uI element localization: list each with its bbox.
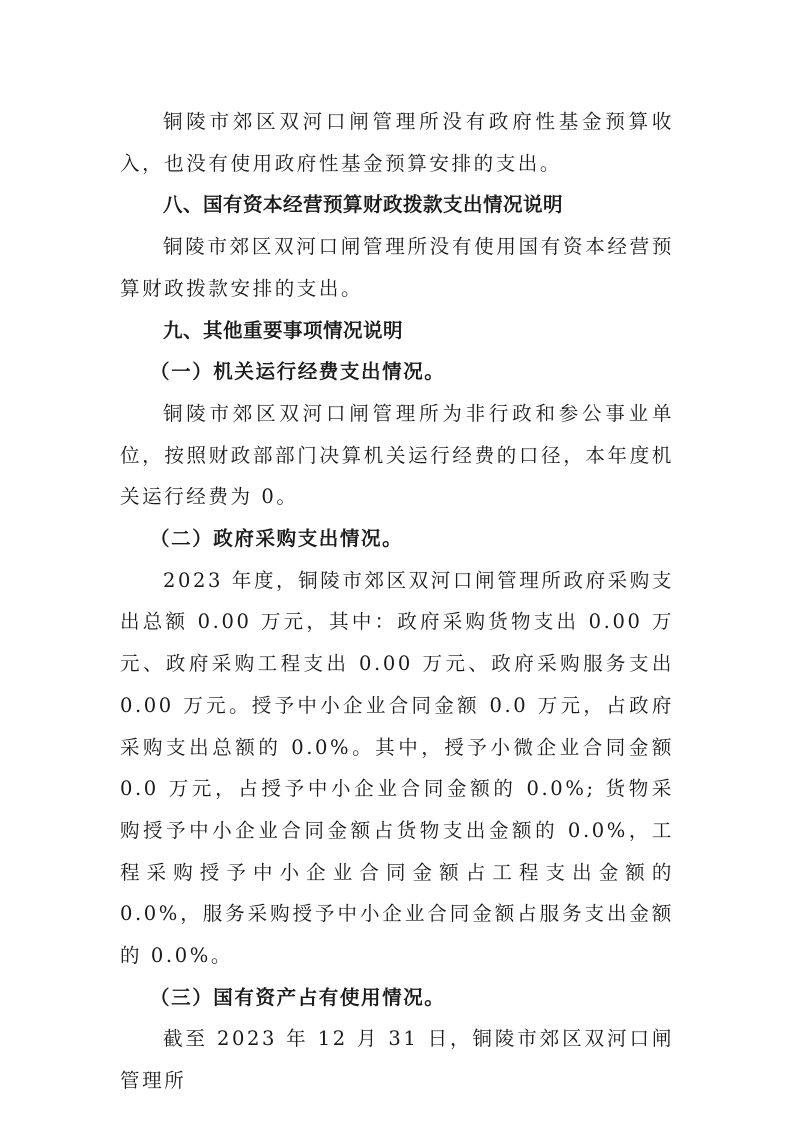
paragraph-operating-expenses: 铜陵市郊区双河口闸管理所为非行政和参公事业单位，按照财政部部门决算机关运行经费的口径，本年度机关运行经费为 0。	[120, 401, 674, 509]
subheading-state-assets: （三）国有资产占有使用情况。	[150, 985, 446, 1009]
paragraph-gov-fund: 铜陵市郊区双河口闸管理所没有政府性基金预算收入，也没有使用政府性基金预算安排的支出。	[120, 110, 674, 175]
paragraph-state-assets: 截至 2023 年 12 月 31 日，铜陵市郊区双河口闸管理所	[120, 1027, 674, 1093]
subheading-procurement: （二）政府采购支出情况。	[150, 527, 404, 551]
heading-section-8: 八、国有资本经营预算财政拨款支出情况说明	[163, 193, 564, 217]
paragraph-state-capital: 铜陵市郊区双河口闸管理所没有使用国有资本经营预算财政拨款安排的支出。	[120, 235, 674, 300]
paragraph-procurement: 2023 年度，铜陵市郊区双河口闸管理所政府采购支出总额 0.00 万元，其中：政府采购货物支出 0.00 万元、政府采购工程支出 0.00 万元、政府采购服务支出 0.00 万元。授予中小企业合同金额 0.0 万元，占政府采购支出总额的 0.0%。其中，授予小微企业合同金额 0.0 万元，占授予中小企业合同金额的 0.0%; 货物采购授予中小企业合同金额占货物支出金额的 0.0%，工程采购授予中小企业合同金额占工程支出金额的 0.0%，服务采购授予中小企业合同金额占服务支出金额的 0.0%。	[120, 568, 674, 968]
subheading-operating-expenses: （一）机关运行经费支出情况。	[150, 360, 446, 384]
document-page	[120, 101, 674, 1102]
heading-section-9: 九、其他重要事项情况说明	[163, 318, 404, 342]
